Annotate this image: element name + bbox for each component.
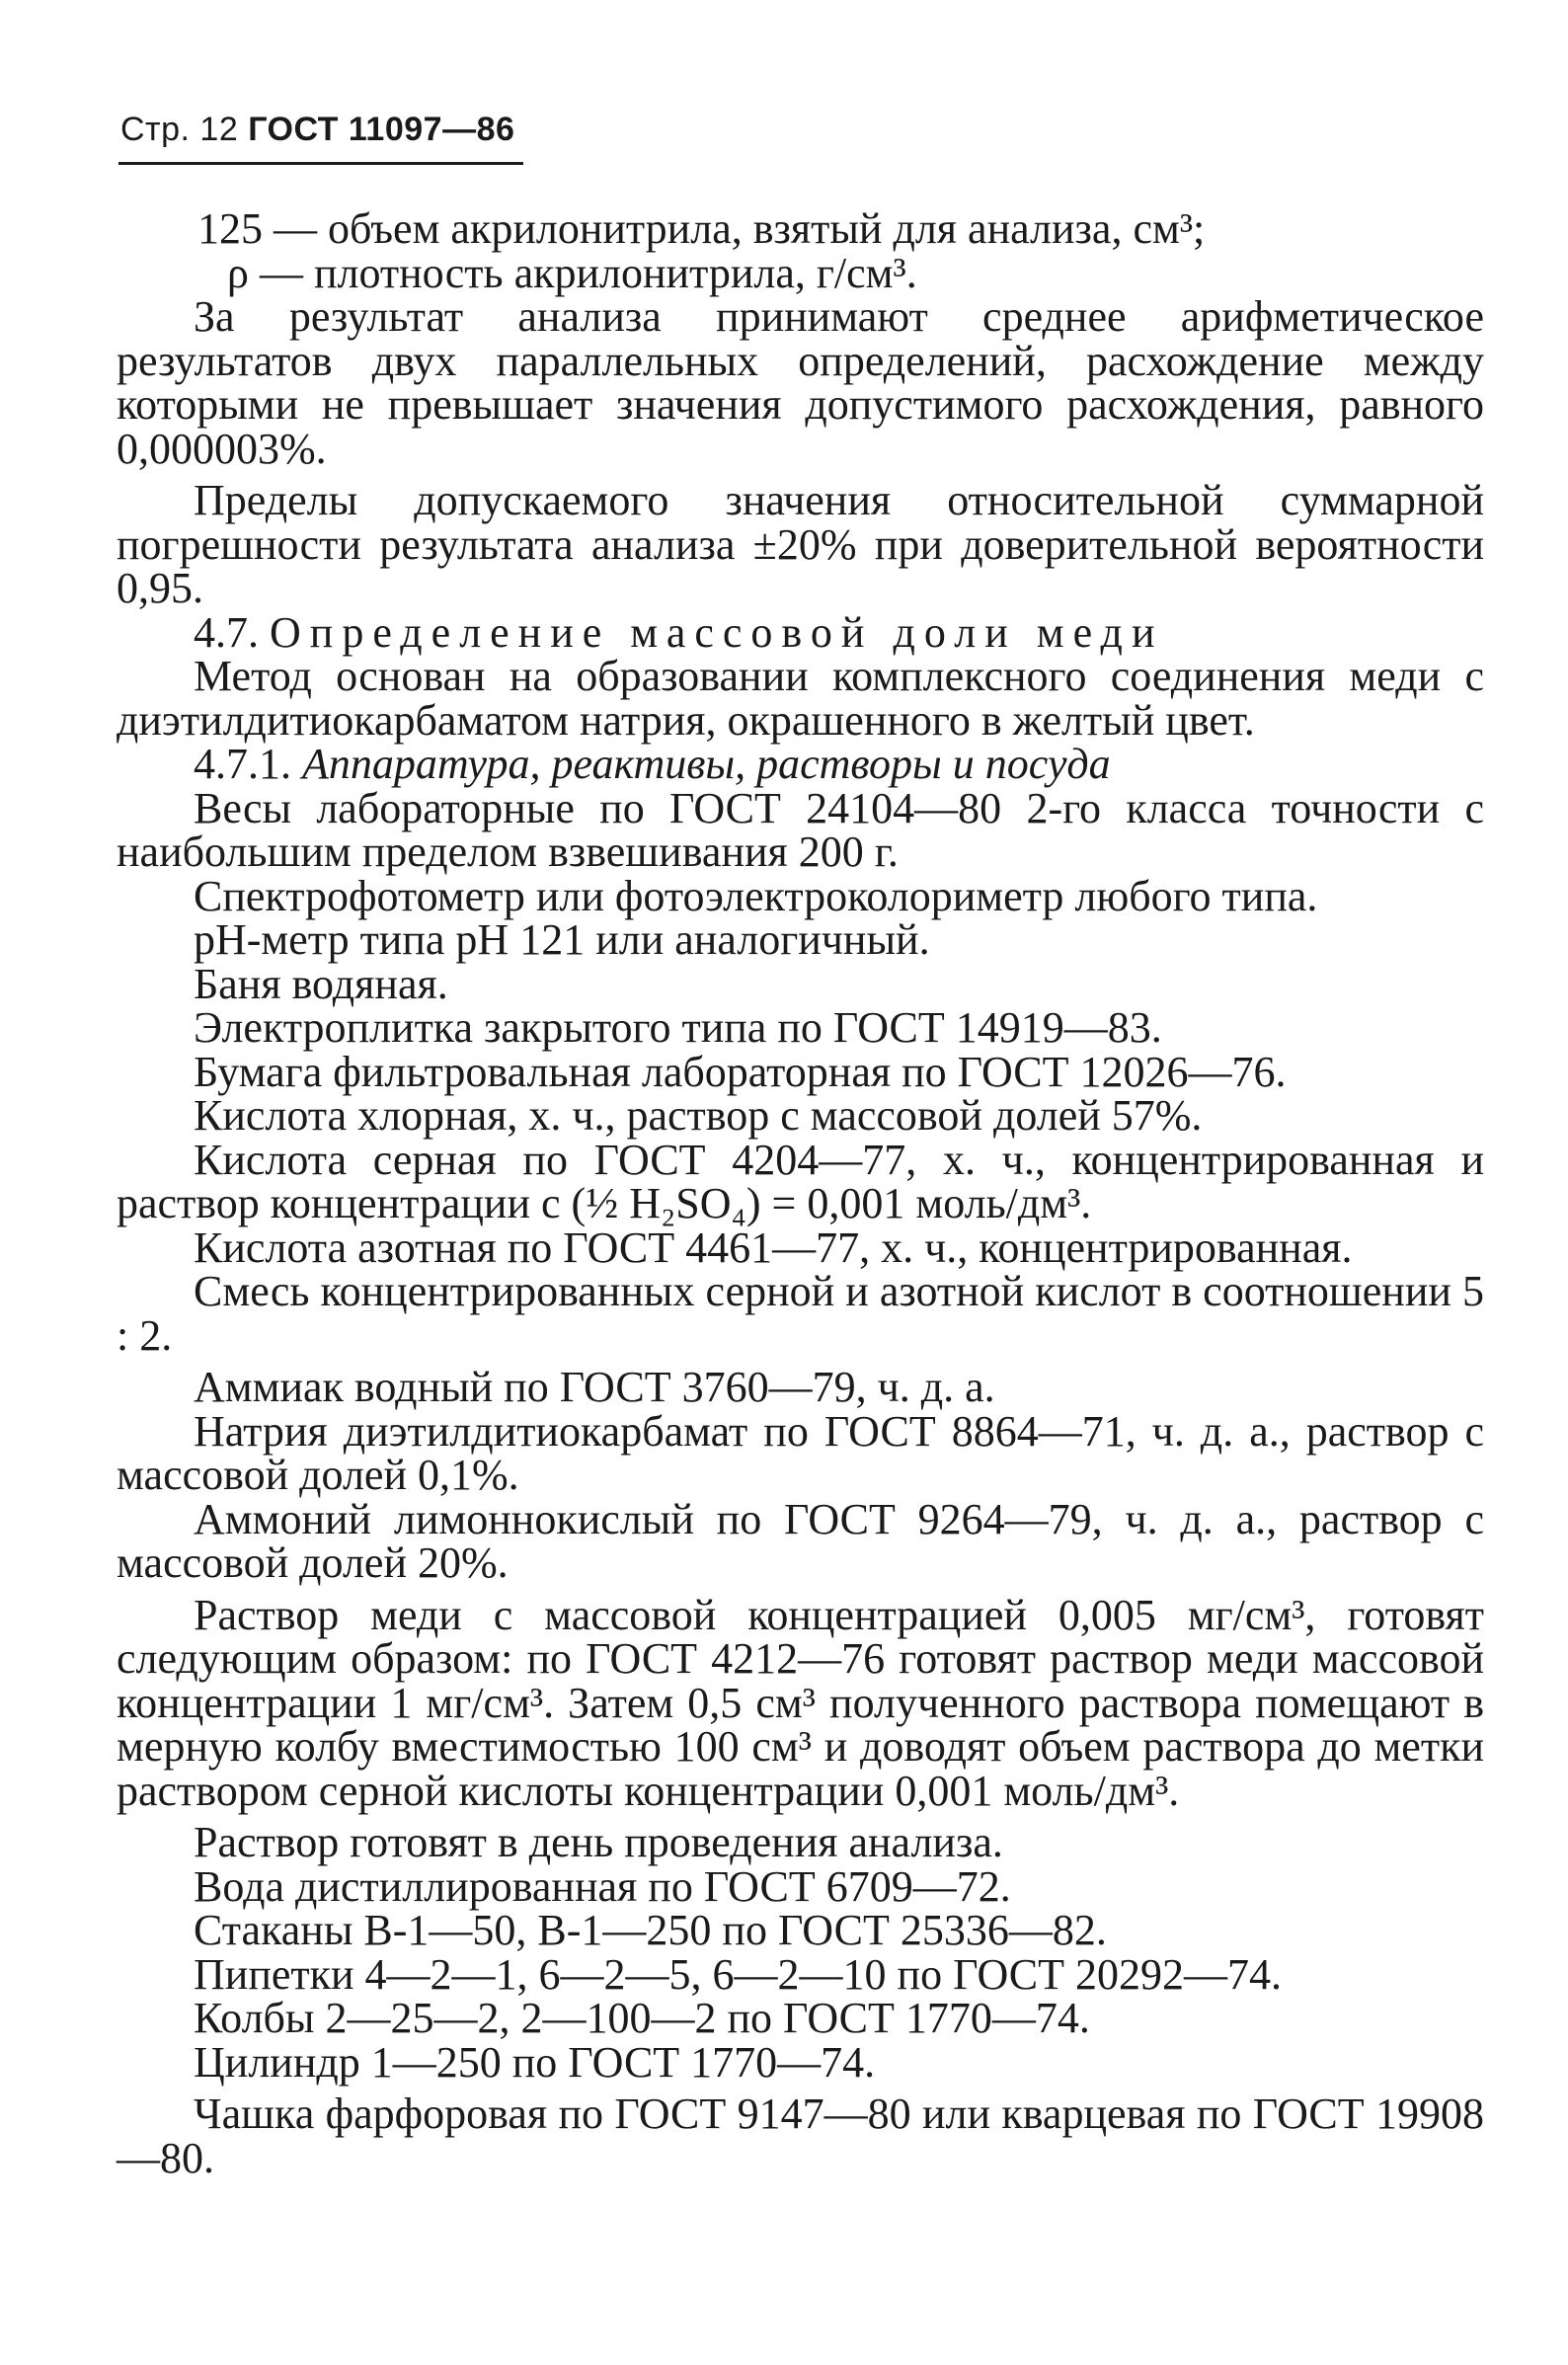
page-number: Стр. 12 [120, 111, 239, 148]
section-heading [117, 607, 1484, 657]
list-item: Весы лабораторные по ГОСТ 24104—80 2-го класса точности с наибольшим пределом взвешивания 200 г. [117, 783, 1484, 876]
list-item: Электроплитка закрытого типа по ГОСТ 14919—83. [194, 1003, 1162, 1052]
paragraph-limits: Пределы допускаемого значения относительной суммарной погрешности результата анализа ±20% при доверительной вероятности 0,95. [117, 476, 1484, 612]
list-item: Вода дистиллированная по ГОСТ 6709—72. [194, 1861, 1011, 1911]
list-item: Смесь концентрированных серной и азотной кислот в соотношении 5 : 2. [117, 1267, 1484, 1360]
subsection-number: 4.7.1. [194, 740, 291, 788]
list-item: Раствор готовят в день проведения анализа. [194, 1818, 1003, 1866]
standard-designation: ГОСТ 11097—86 [248, 111, 515, 148]
list-item: Натрия диэтилдитиокарбамат по ГОСТ 8864—71, ч. д. а., раствор с массовой долей 0,1%. [117, 1406, 1484, 1499]
list-item: Кислота серная по ГОСТ 4204—77, х. ч., концентрированная и раствор концентрации с (½ H₂SO₄) = 0,001 моль/дм³. [117, 1135, 1484, 1227]
list-item: Кислота азотная по ГОСТ 4461—77, х. ч., концентрированная. [194, 1222, 1353, 1272]
document-body [117, 204, 1484, 2182]
list-item: Аммиак водный по ГОСТ 3760—79, ч. д. а. [194, 1363, 995, 1411]
list-item: Раствор меди с массовой концентрацией 0,005 мг/см³, готовят следующим образом: по ГОСТ 4212—76 готовят раствор меди массовой концентрации 1 мг/см³. Затем 0,5 см³ полученного раствора помещают в мерную колбу вместимостью 100 см³ и доводят объем раствора до метки раствором серной кислоты концентрации 0,001 моль/дм³. [117, 1590, 1484, 1815]
list-item: pH-метр типа pH 121 или аналогичный. [194, 915, 930, 964]
list-item: Баня водяная. [194, 959, 448, 1008]
list-item: Кислота хлорная, х. ч., раствор с массовой долей 57%. [194, 1091, 1203, 1140]
list-item: Спектрофотометр или фотоэлектроколориметр любого типа. [194, 871, 1318, 920]
list-item: Бумага фильтровальная лабораторная по ГОСТ 12026—76. [194, 1047, 1287, 1096]
variable-definition-125: 125 — объем акрилонитрила, взятый для анализа, см³; [197, 204, 1206, 253]
list-item: Аммоний лимоннокислый по ГОСТ 9264—79, ч. д. а., раствор с массовой долей 20%. [117, 1494, 1484, 1587]
header-rule [118, 162, 523, 165]
subsection-title: Аппаратура, реактивы, растворы и посуда [302, 740, 1111, 788]
list-item: Пипетки 4—2—1, 6—2—5, 6—2—10 по ГОСТ 20292—74. [194, 1949, 1282, 1999]
paragraph-result: За результат анализа принимают среднее арифметическое результатов двух параллельных определений, расхождение между которыми не превышает значения допустимого расхождения, равного 0,000003%. [117, 292, 1484, 473]
list-item: Чашка фарфоровая по ГОСТ 9147—80 или кварцевая по ГОСТ 19908—80. [117, 2089, 1484, 2182]
subsection-heading [117, 740, 1484, 788]
list-item: Колбы 2—25—2, 2—100—2 по ГОСТ 1770—74. [194, 1994, 1090, 2042]
paragraph-method: Метод основан на образовании комплексного соединения меди с диэтилдитиокарбаматом натрия, окрашенного в желтый цвет. [117, 652, 1484, 745]
list-item: Цилиндр 1—250 по ГОСТ 1770—74. [194, 2037, 876, 2087]
page-header [120, 111, 514, 149]
list-item: Стаканы В-1—50, В-1—250 по ГОСТ 25336—82. [194, 1906, 1107, 1954]
section-title: Определение массовой доли меди [270, 607, 1164, 657]
variable-definition-rho: ρ — плотность акрилонитрила, г/см³. [227, 248, 917, 297]
section-number: 4.7. [194, 607, 259, 657]
